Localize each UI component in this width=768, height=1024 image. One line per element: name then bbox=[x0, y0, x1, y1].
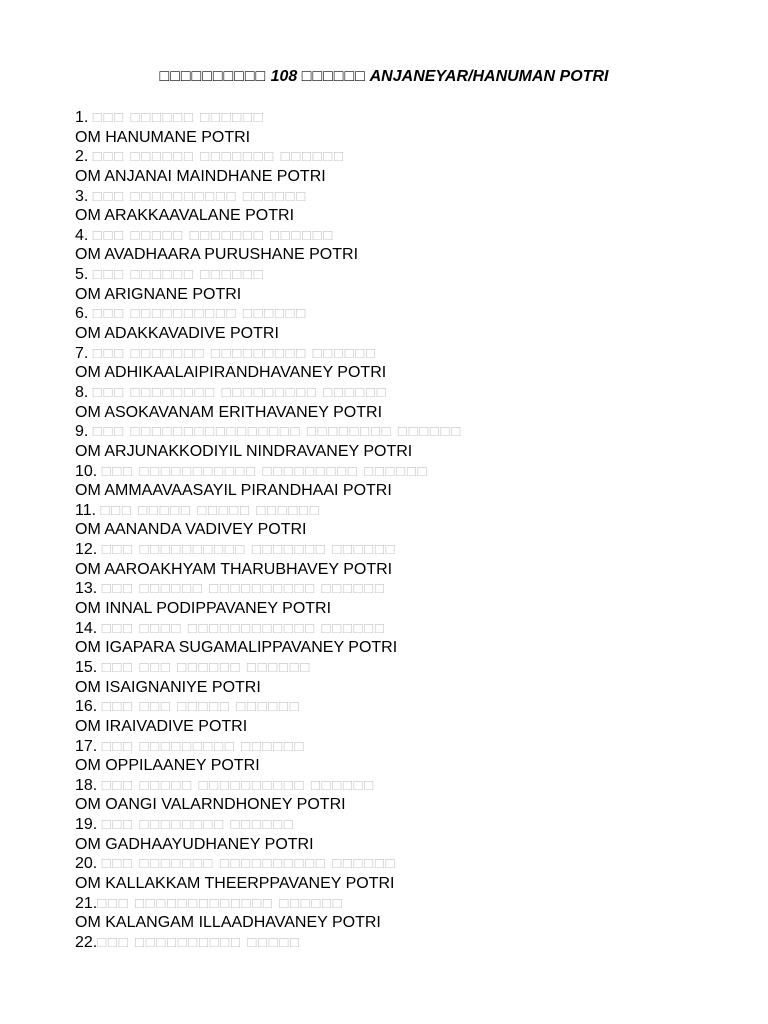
tamil-text: □□□ □□□□□□ □□□□□□□ □□□□□□ bbox=[92, 148, 345, 166]
list-item bbox=[75, 501, 755, 540]
entry-number: 13. bbox=[75, 580, 98, 598]
entry-number: 17. bbox=[75, 737, 98, 755]
roman-line: OM OPPILAANEY POTRI bbox=[75, 757, 260, 775]
roman-line: OM AVADHAARA PURUSHANE POTRI bbox=[75, 246, 359, 264]
tamil-line bbox=[75, 501, 755, 521]
list-item bbox=[75, 422, 755, 461]
tamil-line bbox=[75, 226, 755, 246]
tamil-line bbox=[75, 894, 755, 914]
tamil-line bbox=[75, 422, 755, 442]
tamil-text: □□□ □□□□□□ □□□□□□ bbox=[92, 109, 265, 126]
list-item bbox=[75, 540, 755, 579]
tamil-text: □□□ □□□ □□□□□□ □□□□□□ bbox=[101, 658, 311, 676]
tamil-text: □□□ □□□□□□□□□□ □□□□□□□ □□□□□□ bbox=[101, 541, 397, 559]
tamil-text: □□□ □□□ □□□□□ □□□□□□ bbox=[101, 698, 301, 716]
list-item bbox=[75, 304, 755, 343]
list-item bbox=[75, 697, 755, 736]
title-tamil-text-2: □□□□□□ bbox=[301, 68, 366, 85]
entry-number: 15. bbox=[75, 658, 98, 676]
roman-line: OM KALLAKKAM THEERPPAVANEY POTRI bbox=[75, 874, 395, 892]
tamil-line bbox=[75, 147, 755, 167]
potri-list bbox=[75, 108, 755, 953]
roman-line: OM KALANGAM ILLAADHAVANEY POTRI bbox=[75, 914, 381, 932]
entry-number: 22. bbox=[75, 933, 98, 951]
tamil-text: □□□ □□□□ □□□□□□□□□□□□ □□□□□□ bbox=[101, 619, 386, 637]
roman-line: OM ARIGNANE POTRI bbox=[75, 285, 242, 303]
roman-line: OM ADAKKAVADIVE POTRI bbox=[75, 325, 279, 343]
entry-number: 8. bbox=[75, 383, 89, 401]
title-english: ANJANEYAR/HANUMAN POTRI bbox=[369, 68, 609, 85]
list-item bbox=[75, 737, 755, 776]
entry-number: 4. bbox=[75, 226, 89, 244]
tamil-line bbox=[75, 265, 755, 285]
tamil-line bbox=[75, 933, 755, 953]
tamil-text: □□□ □□□□□ □□□□□□□□□□ □□□□□□ bbox=[101, 776, 375, 794]
title-number: 108 bbox=[270, 68, 298, 85]
tamil-line bbox=[75, 815, 755, 835]
document-title bbox=[0, 66, 768, 88]
tamil-line bbox=[75, 737, 755, 757]
roman-line: OM ISAIGNANIYE POTRI bbox=[75, 678, 261, 696]
list-item bbox=[75, 815, 755, 854]
tamil-line bbox=[75, 344, 755, 364]
list-item bbox=[75, 187, 755, 226]
list-item bbox=[75, 226, 755, 265]
entry-number: 18. bbox=[75, 776, 98, 794]
tamil-line bbox=[75, 579, 755, 599]
tamil-text: □□□ □□□□□□□□□□□□□□□□ □□□□□□□□ □□□□□□ bbox=[92, 423, 462, 441]
tamil-text: □□□ □□□□□□□□□□ □□□□□ bbox=[97, 933, 301, 951]
entry-number: 21. bbox=[75, 894, 98, 912]
entry-number: 14. bbox=[75, 619, 98, 637]
list-item bbox=[75, 776, 755, 815]
tamil-text: □□□ □□□□□□□□□□ □□□□□□ bbox=[92, 305, 307, 323]
tamil-line bbox=[75, 187, 755, 207]
tamil-line bbox=[75, 619, 755, 639]
roman-line: OM ARJUNAKKODIYIL NINDRAVANEY POTRI bbox=[75, 442, 413, 460]
list-item bbox=[75, 108, 755, 147]
tamil-line bbox=[75, 776, 755, 796]
roman-line: OM IGAPARA SUGAMALIPPAVANEY POTRI bbox=[75, 639, 398, 657]
tamil-text: □□□ □□□□□□□□ □□□□□□ bbox=[101, 816, 295, 834]
tamil-text: □□□ □□□□□□□□□□□ □□□□□□□□□ □□□□□□ bbox=[101, 462, 429, 480]
tamil-text: □□□ □□□□□□□□□□ □□□□□□ bbox=[92, 187, 307, 205]
list-item bbox=[75, 383, 755, 422]
entry-number: 10. bbox=[75, 462, 98, 480]
tamil-line bbox=[75, 854, 755, 874]
tamil-line bbox=[75, 383, 755, 403]
entry-number: 3. bbox=[75, 187, 89, 205]
entry-number: 7. bbox=[75, 344, 89, 362]
roman-line: OM GADHAAYUDHANEY POTRI bbox=[75, 835, 314, 853]
entry-number: 19. bbox=[75, 816, 98, 834]
tamil-text: □□□ □□□□□ □□□□□ □□□□□□ bbox=[100, 501, 321, 519]
list-item bbox=[75, 265, 755, 304]
list-item bbox=[75, 344, 755, 383]
tamil-line bbox=[75, 304, 755, 324]
tamil-text: □□□ □□□□□□□□□ □□□□□□ bbox=[101, 737, 306, 755]
tamil-text: □□□ □□□□□□□□□□□□□ □□□□□□ bbox=[97, 894, 344, 912]
roman-line: OM IRAIVADIVE POTRI bbox=[75, 717, 248, 735]
list-item bbox=[75, 579, 755, 618]
tamil-line bbox=[75, 462, 755, 482]
tamil-line bbox=[75, 658, 755, 678]
title-tamil-text: □□□□□□□□□□ bbox=[159, 68, 267, 85]
list-item bbox=[75, 658, 755, 697]
list-item bbox=[75, 462, 755, 501]
entry-number: 9. bbox=[75, 423, 89, 441]
roman-line: OM OANGI VALARNDHONEY POTRI bbox=[75, 796, 346, 814]
tamil-text: □□□ □□□□□□ □□□□□□ bbox=[92, 266, 265, 284]
roman-line: OM INNAL PODIPPAVANEY POTRI bbox=[75, 600, 332, 618]
entry-number: 2. bbox=[75, 148, 89, 166]
tamil-text: □□□ □□□□□ □□□□□□□ □□□□□□ bbox=[92, 226, 334, 244]
entry-number: 11. bbox=[75, 501, 97, 519]
entry-number: 16. bbox=[75, 698, 98, 716]
roman-line: OM ADHIKAALAIPIRANDHAVANEY POTRI bbox=[75, 364, 387, 382]
tamil-line bbox=[75, 697, 755, 717]
entry-number: 1. bbox=[75, 109, 89, 126]
roman-line: OM AMMAAVAASAYIL PIRANDHAAI POTRI bbox=[75, 482, 392, 500]
tamil-text: □□□ □□□□□□□ □□□□□□□□□ □□□□□□ bbox=[92, 344, 377, 362]
roman-line: OM AANANDA VADIVEY POTRI bbox=[75, 521, 307, 539]
list-item bbox=[75, 854, 755, 893]
list-item bbox=[75, 147, 755, 186]
entry-number: 12. bbox=[75, 541, 98, 559]
entry-number: 20. bbox=[75, 855, 98, 873]
roman-line: OM ARAKKAAVALANE POTRI bbox=[75, 207, 295, 225]
tamil-text: □□□ □□□□□□□ □□□□□□□□□□ □□□□□□ bbox=[101, 855, 397, 873]
roman-line: OM HANUMANE POTRI bbox=[75, 128, 251, 146]
roman-line: OM AAROAKHYAM THARUBHAVEY POTRI bbox=[75, 560, 393, 578]
tamil-text: □□□ □□□□□□ □□□□□□□□□□ □□□□□□ bbox=[101, 580, 386, 598]
roman-line: OM ASOKAVANAM ERITHAVANEY POTRI bbox=[75, 403, 383, 421]
entry-number: 5. bbox=[75, 266, 89, 284]
roman-line: OM ANJANAI MAINDHANE POTRI bbox=[75, 167, 326, 185]
tamil-text: □□□ □□□□□□□□ □□□□□□□□□ □□□□□□ bbox=[92, 383, 388, 401]
tamil-line bbox=[75, 540, 755, 560]
list-item bbox=[75, 933, 755, 953]
list-item bbox=[75, 619, 755, 658]
tamil-line bbox=[75, 108, 755, 128]
list-item bbox=[75, 894, 755, 933]
entry-number: 6. bbox=[75, 305, 89, 323]
